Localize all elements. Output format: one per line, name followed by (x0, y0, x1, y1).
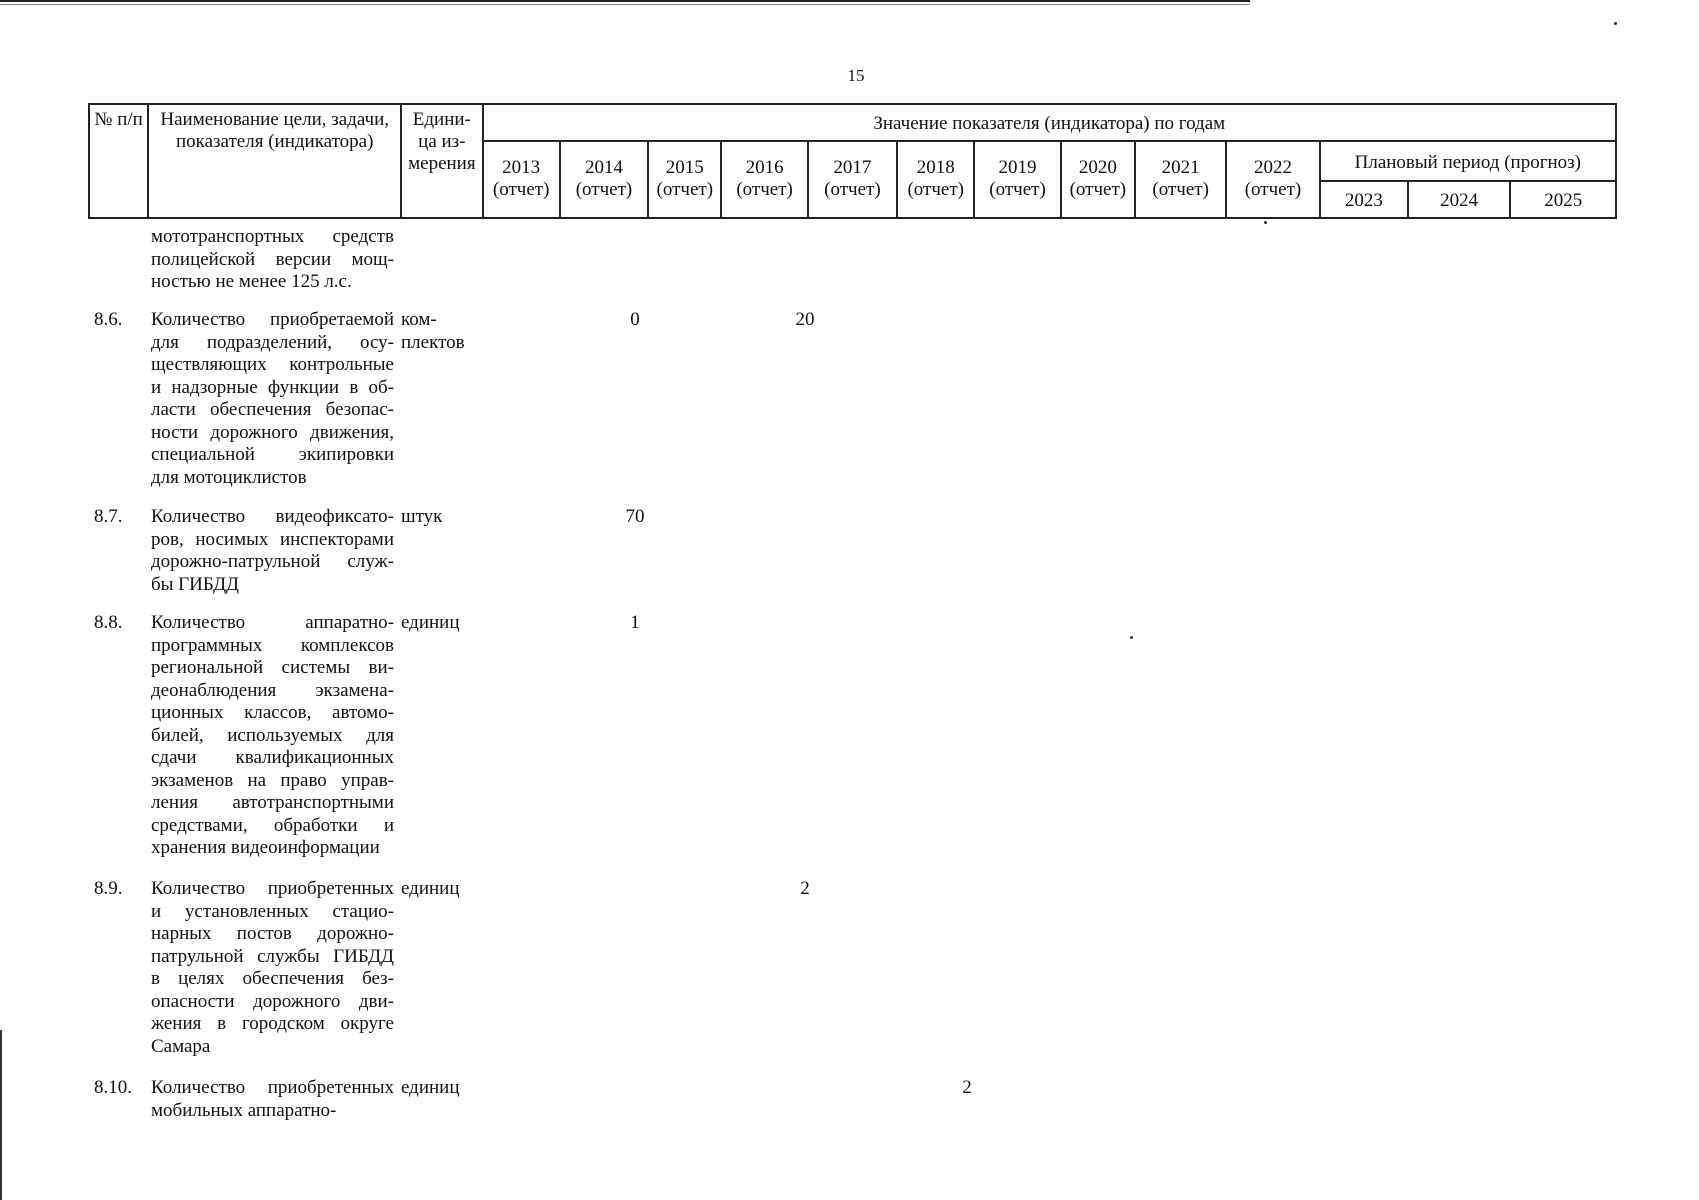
indicator-unit: штук (401, 506, 443, 527)
header-name: Наименование цели, задачи, показателя (индикатора) (148, 104, 401, 218)
row-number: 8.8. (94, 612, 123, 633)
row-number: 8.9. (94, 878, 123, 899)
scan-speck (1614, 22, 1617, 25)
header-plan-year: 2024 (1408, 181, 1510, 218)
indicator-value-2020: 2 (962, 1077, 972, 1098)
header-year: 2022 (отчет) (1226, 141, 1319, 218)
row-number: 8.7. (94, 506, 123, 527)
header-year: 2018 (отчет) (897, 141, 974, 218)
indicator-name: Количество приобретенных и установленных стацио- нарных постов дорожно- патрульной службы ГИБДД в целях обеспечения без- опасности дорожного дви- жения в городском округе Самара (151, 878, 394, 1057)
indicator-value-2016: 70 (625, 506, 645, 527)
row-number: 8.6. (94, 309, 123, 330)
scan-edge-mark (0, 1030, 2, 1200)
indicator-value-2018: 2 (800, 878, 810, 899)
scan-speck (1264, 221, 1267, 224)
header-values: Значение показателя (индикатора) по годам (483, 104, 1617, 141)
header-year: 2013 (отчет) (483, 141, 560, 218)
indicator-value-2016: 0 (630, 309, 640, 330)
header-num: № п/п (89, 104, 148, 218)
indicator-name: Количество приобретенных мобильных аппаратно- (151, 1077, 394, 1121)
indicator-value-2016: 1 (630, 612, 640, 633)
header-unit: Едини-ца из-мерения (401, 104, 482, 218)
header-year: 2017 (отчет) (808, 141, 897, 218)
header-year: 2020 (отчет) (1061, 141, 1135, 218)
indicator-name: Количество видеофиксато- ров, носимых инспекторами дорожно-патрульной служ- бы ГИБДД (151, 506, 394, 595)
indicator-unit: единиц (401, 612, 460, 633)
header-plan-period: Плановый период (прогноз) (1320, 141, 1616, 182)
header-year: 2014 (отчет) (560, 141, 648, 218)
indicator-name: Количество аппаратно- программных комплексов региональной системы ви- деонаблюдения экзамена- ционных классов, автомо- билей, используемых для сдачи квалификационных экзаменов на право управ- ления автотранспортными средствами, обработки и хранения видеоинформации (151, 612, 394, 858)
header-plan-year: 2025 (1510, 181, 1616, 218)
scan-speck (1130, 636, 1133, 639)
scan-edge-line (0, 4, 1250, 5)
header-year: 2015 (отчет) (648, 141, 721, 218)
scan-edge-line (0, 0, 1250, 2)
page-number: 15 (847, 66, 865, 85)
indicator-value-2018: 20 (795, 309, 815, 330)
header-year: 2019 (отчет) (974, 141, 1060, 218)
indicator-unit: единиц (401, 878, 460, 899)
indicator-unit: ком- плектов (401, 309, 465, 353)
header-year: 2021 (отчет) (1135, 141, 1226, 218)
indicator-name: Количество приобретаемой для подразделений, осу- ществляющих контрольные и надзорные функции в об- ласти обеспечения безопас- ности дорожного движения, специальной экипировки для мотоциклистов (151, 309, 394, 488)
indicator-table-header (88, 103, 1617, 219)
header-year: 2016 (отчет) (721, 141, 807, 218)
indicator-name: мототранспортных средств полицейской версии мощ- ностью не менее 125 л.с. (151, 226, 394, 292)
header-plan-year: 2023 (1320, 181, 1408, 218)
indicator-unit: единиц (401, 1077, 460, 1098)
row-number: 8.10. (94, 1077, 132, 1098)
